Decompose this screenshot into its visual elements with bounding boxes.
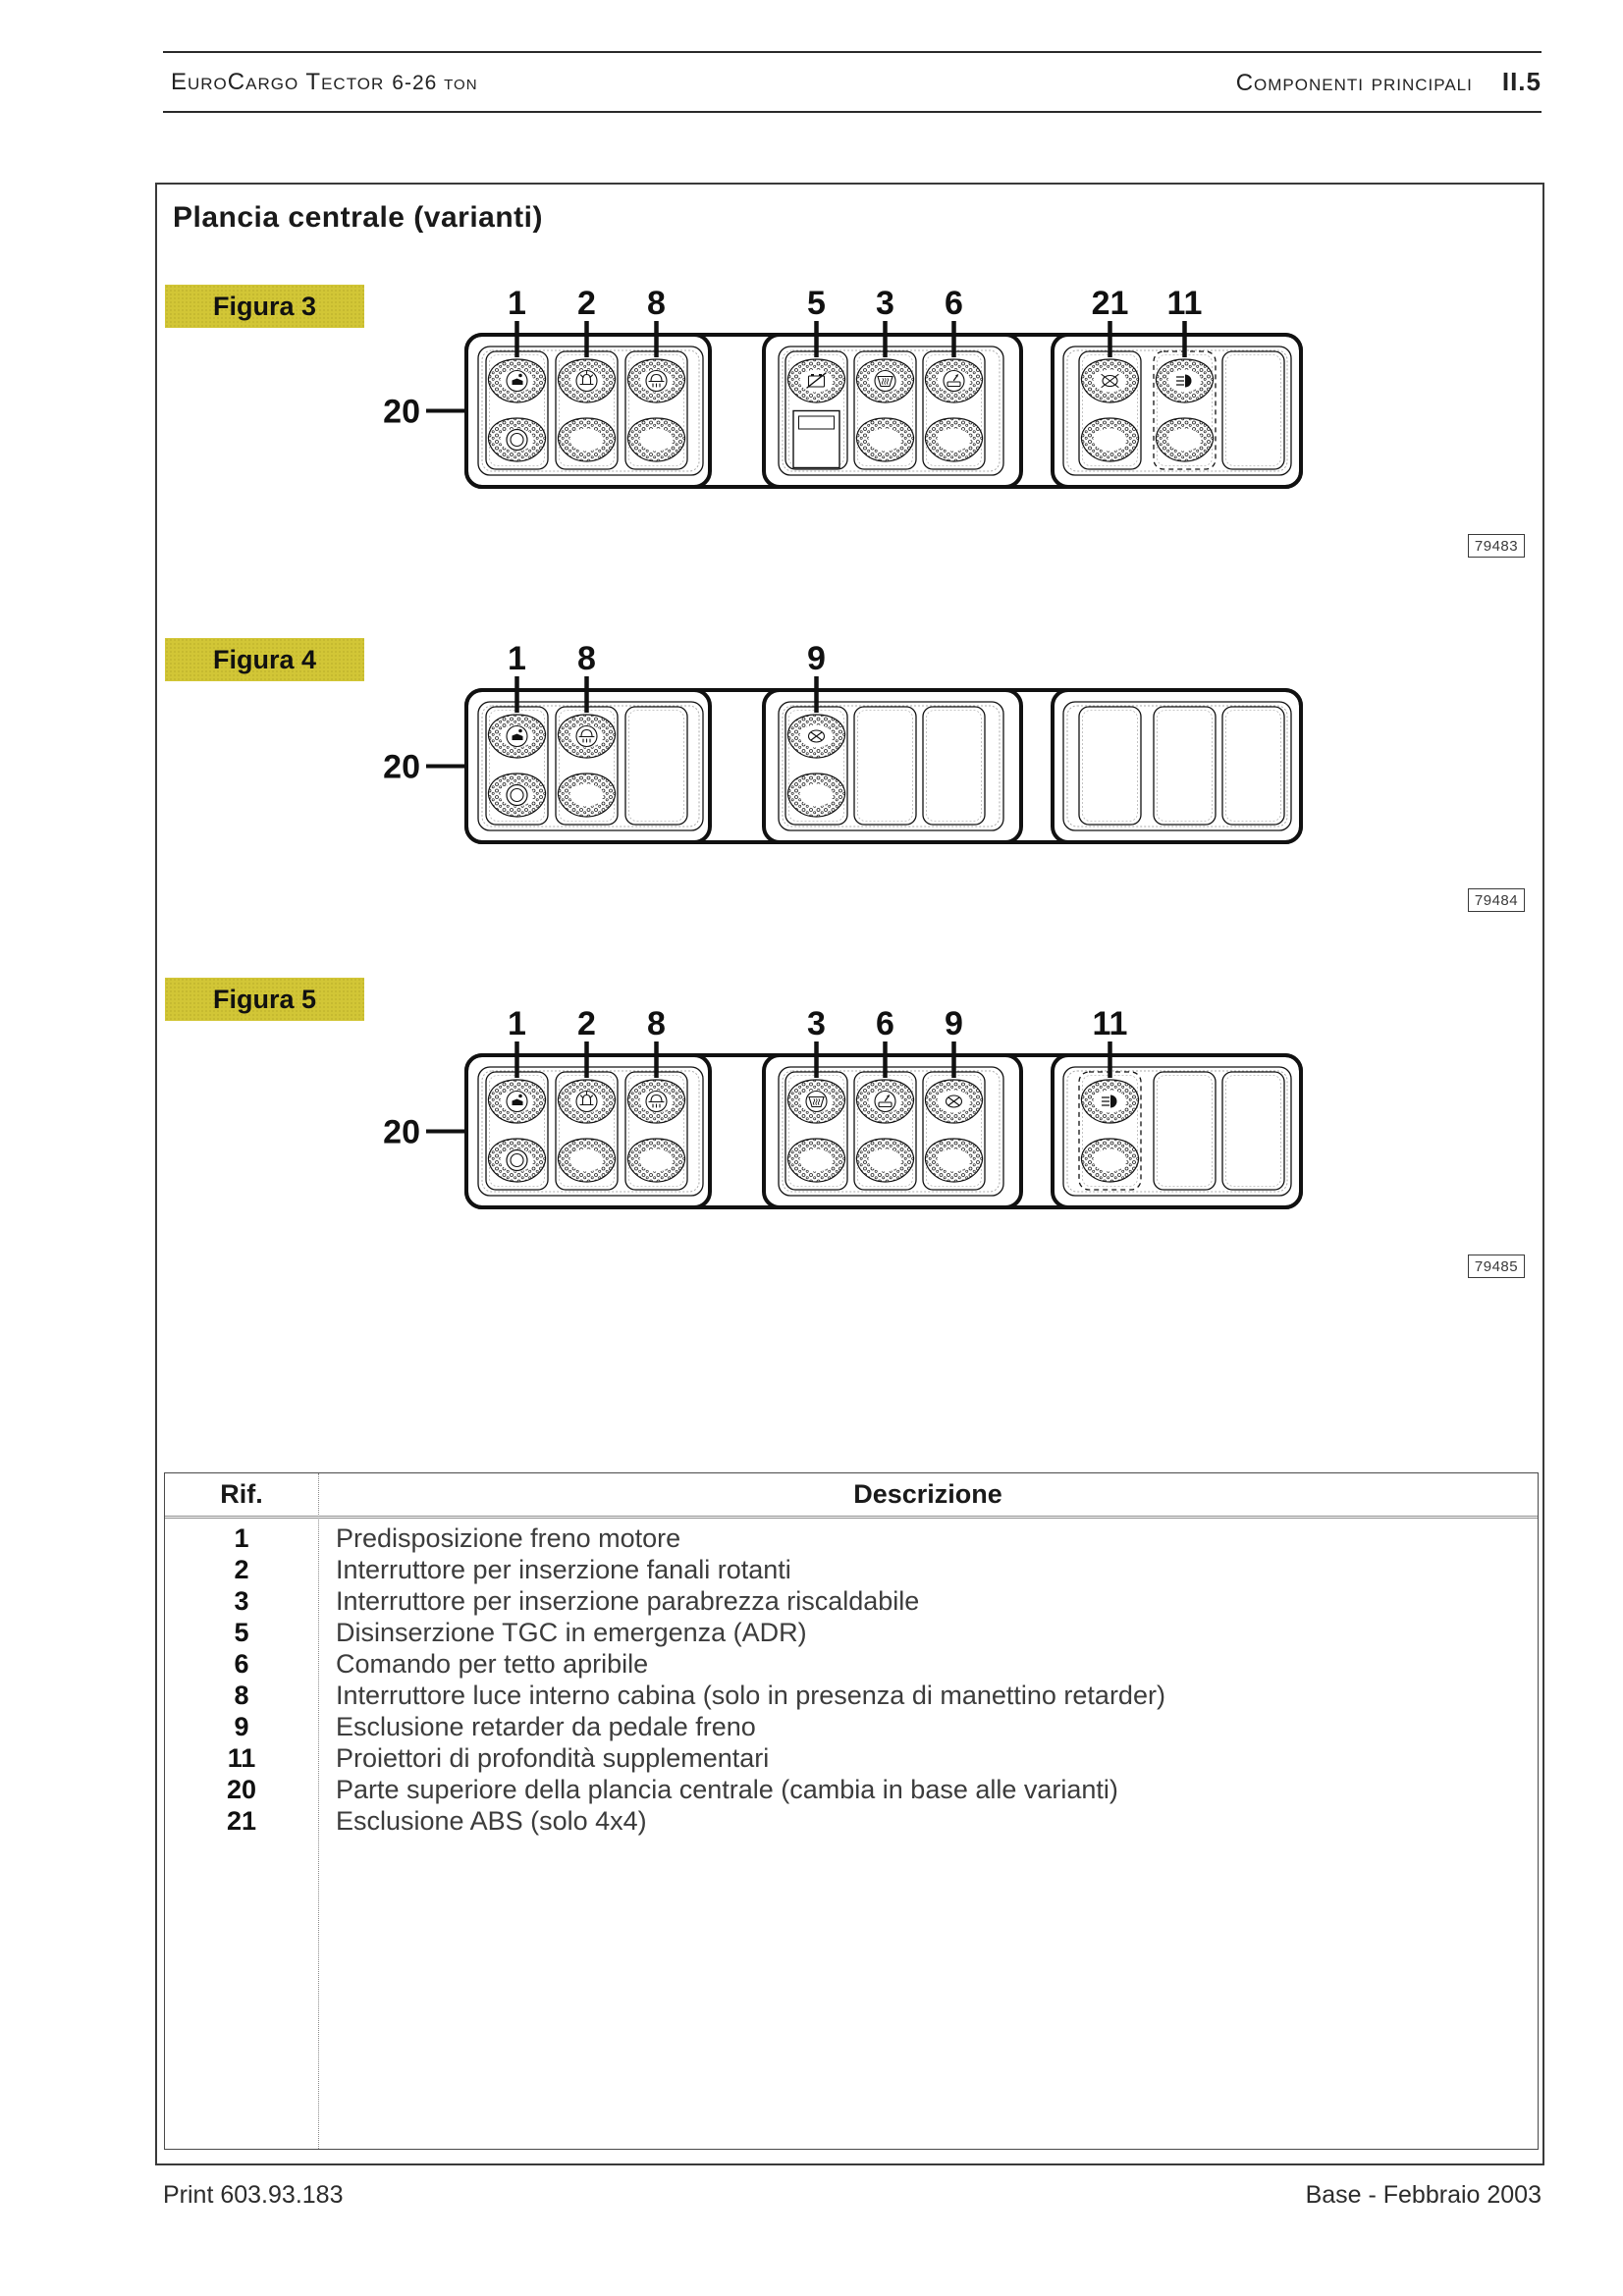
callout-number-8: 8	[577, 640, 596, 677]
row-ref-number: 1	[234, 1523, 249, 1553]
row-description: Interruttore per inserzione parabrezza riscaldabile	[336, 1586, 920, 1616]
switch-panel-diagram	[363, 274, 1316, 495]
table-header-descrizione: Descrizione	[853, 1479, 1002, 1509]
header-brand	[171, 69, 478, 96]
callout-number-3: 3	[807, 1005, 826, 1042]
footer-edition: Base - Febbraio 2003	[1305, 2181, 1542, 2209]
table-row	[165, 1774, 1538, 1805]
header-bottom-rule	[163, 111, 1542, 113]
brand-name: EuroCargo Tector	[171, 69, 385, 95]
row-description: Interruttore per inserzione fanali rotanti	[336, 1555, 791, 1584]
row-description: Disinserzione TGC in emergenza (ADR)	[336, 1618, 807, 1647]
header-top-rule	[163, 51, 1542, 53]
section-title: Componenti principali	[1235, 70, 1473, 96]
callout-number-11: 11	[1166, 285, 1203, 322]
figure-label: Figura 5	[212, 984, 317, 1014]
row-description: Proiettori di profondità supplementari	[336, 1743, 770, 1773]
figure-badge	[165, 638, 364, 681]
row-ref-number: 20	[226, 1775, 257, 1804]
figure-label: Figura 3	[212, 291, 317, 321]
callout-number-6: 6	[876, 1005, 894, 1042]
figure-label: Figura 4	[212, 644, 317, 674]
table-row	[165, 1711, 1538, 1742]
figure-ref-number: 79484	[1468, 888, 1525, 912]
row-description: Parte superiore della plancia centrale (cambia in base alle varianti)	[336, 1775, 1118, 1804]
table-header-row	[165, 1473, 1538, 1519]
callout-number-1: 1	[508, 1005, 526, 1042]
callout-number-8: 8	[647, 285, 666, 322]
empty-slot	[1222, 707, 1284, 825]
row-description: Predisposizione freno motore	[336, 1523, 681, 1553]
row-ref-number: 8	[234, 1681, 249, 1710]
table-row	[165, 1585, 1538, 1617]
row-description: Esclusione retarder da pedale freno	[336, 1712, 756, 1741]
row-description: Comando per tetto apribile	[336, 1649, 649, 1679]
pointer-label-20: 20	[383, 393, 420, 431]
figure-ref-number: 79483	[1468, 534, 1525, 558]
callout-number-9: 9	[807, 640, 826, 677]
switch-panel-diagram	[363, 994, 1316, 1215]
callout-number-1: 1	[508, 640, 526, 677]
page-number: II.5	[1501, 67, 1542, 96]
callout-number-1: 1	[508, 285, 526, 322]
figure-ref-number: 79485	[1468, 1255, 1525, 1278]
row-ref-number: 5	[234, 1618, 249, 1647]
callout-number-11: 11	[1092, 1005, 1128, 1042]
callout-number-9: 9	[945, 1005, 963, 1042]
page-title: Plancia centrale (varianti)	[173, 201, 543, 234]
footer-print-code: Print 603.93.183	[163, 2181, 344, 2209]
row-description: Esclusione ABS (solo 4x4)	[336, 1806, 647, 1836]
row-ref-number: 2	[234, 1555, 249, 1584]
figure-badge	[165, 285, 364, 328]
table-row	[165, 1554, 1538, 1585]
table-body	[165, 1519, 1538, 1837]
table-row	[165, 1522, 1538, 1554]
empty-slot	[1222, 1072, 1284, 1190]
table-row	[165, 1648, 1538, 1680]
callout-number-3: 3	[876, 285, 894, 322]
row-ref-number: 6	[234, 1649, 249, 1679]
callout-number-6: 6	[945, 285, 963, 322]
empty-slot	[923, 707, 985, 825]
pointer-label-20: 20	[383, 1113, 420, 1151]
empty-slot	[1222, 351, 1284, 469]
row-ref-number: 3	[234, 1586, 249, 1616]
callout-number-21: 21	[1091, 285, 1129, 322]
callout-number-5: 5	[807, 285, 826, 322]
header-section	[1236, 67, 1542, 97]
row-ref-number: 9	[234, 1712, 249, 1741]
switch-guard-cover	[793, 411, 839, 468]
table-row	[165, 1742, 1538, 1774]
callout-number-2: 2	[577, 285, 596, 322]
table-row	[165, 1680, 1538, 1711]
empty-slot	[1154, 1072, 1216, 1190]
empty-slot	[854, 707, 916, 825]
callout-number-8: 8	[647, 1005, 666, 1042]
callout-number-2: 2	[577, 1005, 596, 1042]
table-row	[165, 1617, 1538, 1648]
empty-slot	[625, 707, 687, 825]
empty-slot	[1079, 707, 1141, 825]
row-description: Interruttore luce interno cabina (solo in presenza di manettino retarder)	[336, 1681, 1165, 1710]
empty-slot	[1154, 707, 1216, 825]
reference-table	[164, 1472, 1539, 2150]
row-ref-number: 21	[226, 1806, 257, 1836]
table-header-rif: Rif.	[220, 1479, 263, 1509]
table-row	[165, 1805, 1538, 1837]
figure-badge	[165, 978, 364, 1021]
switch-panel-diagram	[363, 629, 1316, 850]
pointer-label-20: 20	[383, 748, 420, 786]
row-ref-number: 11	[227, 1743, 256, 1773]
brand-spec: 6-26 ton	[392, 72, 478, 94]
